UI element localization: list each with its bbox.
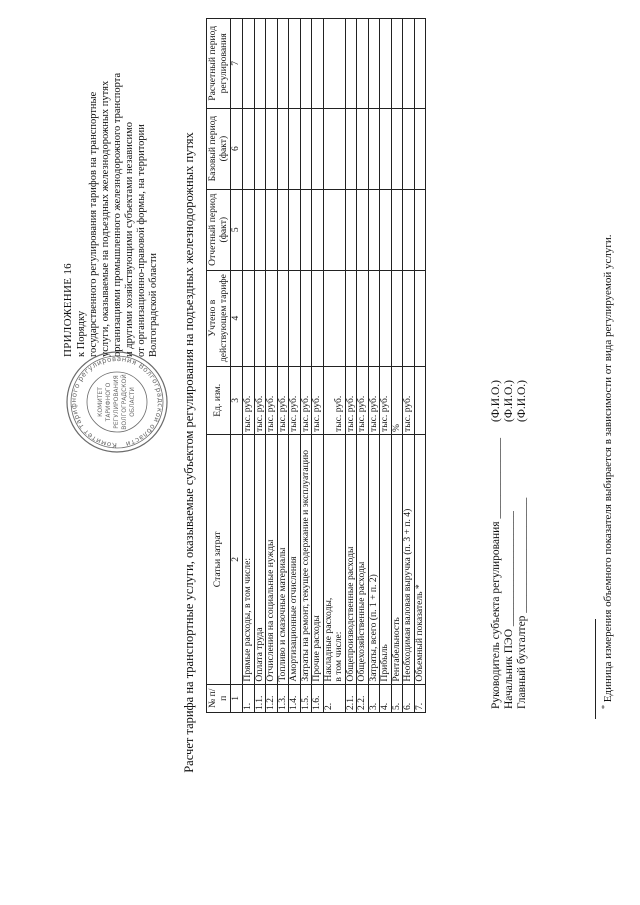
row-number: 6. [403, 684, 415, 712]
empty-value-cell [357, 270, 369, 366]
appendix-header-line: организациями промышленного железнодорожного транспорта [112, 72, 123, 357]
column-header: № п/п [207, 684, 231, 712]
appendix-header-line: к Порядку [76, 310, 87, 357]
unit-of-measure: тыс. руб. [368, 366, 380, 434]
row-number: 2. [323, 684, 345, 712]
appendix-header-line: услуги, оказываемые на подъездных железнодорожных путях [100, 80, 111, 357]
empty-value-cell [357, 19, 369, 109]
unit-of-measure: тыс. руб. [277, 366, 289, 434]
empty-value-cell [414, 270, 426, 366]
cost-article [289, 435, 301, 685]
empty-value-cell [414, 108, 426, 189]
empty-value-cell [391, 19, 403, 109]
row-number: 4. [380, 684, 392, 712]
table-row [323, 19, 345, 713]
table-row [380, 19, 392, 713]
row-number: 1.2. [266, 684, 278, 712]
cost-article-subtext: в том числе: [333, 631, 344, 682]
empty-value-cell [368, 189, 380, 270]
row-number: 1.4. [289, 684, 301, 712]
cost-article [254, 435, 266, 685]
empty-value-cell [403, 189, 415, 270]
unit-of-measure: тыс. руб. [323, 366, 345, 434]
empty-value-cell [266, 19, 278, 109]
empty-value-cell [300, 270, 312, 366]
empty-value-cell [266, 108, 278, 189]
cost-article [277, 435, 289, 685]
empty-value-cell [380, 270, 392, 366]
appendix-header-line: от организационно-правовой формы, на территории [136, 124, 147, 357]
empty-value-cell [403, 270, 415, 366]
empty-value-cell [323, 19, 345, 109]
signature-label: Главный бухгалтер ____________________ [516, 497, 528, 709]
cost-article-text: Прочие расходы [311, 615, 322, 682]
signature-label: Руководитель субъекта регулирования ______________ [490, 438, 502, 709]
empty-value-cell [345, 108, 357, 189]
cost-article-text: Оплата труда [253, 627, 265, 682]
seal-inner-text: ТАРИФНОГО [105, 382, 112, 422]
row-number: 1.5. [300, 684, 312, 712]
cost-article [357, 435, 369, 685]
cost-article-text: Амортизационные отчисления [288, 556, 299, 682]
empty-value-cell [380, 189, 392, 270]
empty-value-cell [289, 19, 301, 109]
empty-value-cell [243, 189, 255, 270]
empty-value-cell [357, 189, 369, 270]
cost-article [414, 435, 426, 685]
column-header: Ед. изм. [207, 366, 231, 434]
column-header: Отчетный период (факт) [207, 189, 231, 270]
unit-of-measure: тыс. руб. [254, 366, 266, 434]
empty-value-cell [391, 270, 403, 366]
row-number: 1.3. [277, 684, 289, 712]
empty-value-cell [380, 19, 392, 109]
seal-ring-text: Комитет тарифного регулирования Волгоградской области [69, 354, 165, 450]
empty-value-cell [300, 189, 312, 270]
cost-article-text: Общехозяйственные расходы [356, 561, 367, 682]
empty-value-cell [277, 19, 289, 109]
empty-value-cell [254, 189, 266, 270]
empty-value-cell [289, 108, 301, 189]
cost-article [300, 435, 312, 685]
empty-value-cell [243, 19, 255, 109]
table-row [300, 19, 312, 713]
row-number: 1.1. [254, 684, 266, 712]
footnote-divider [595, 619, 596, 719]
unit-of-measure: тыс. руб. [403, 366, 415, 434]
cost-article [312, 435, 324, 685]
table-row [243, 19, 255, 713]
unit-of-measure: тыс. руб. [243, 366, 255, 434]
cost-article [403, 435, 415, 685]
row-number: 2.1. [345, 684, 357, 712]
empty-value-cell [277, 189, 289, 270]
empty-value-cell [414, 189, 426, 270]
empty-value-cell [254, 270, 266, 366]
table-row [368, 19, 380, 713]
signature-fio: (Ф.И.О.) [516, 380, 528, 422]
cost-article-text: Рентабельность [390, 617, 402, 682]
cost-article [243, 435, 255, 685]
column-number: 5 [231, 189, 243, 270]
empty-value-cell [254, 19, 266, 109]
appendix-number: ПРИЛОЖЕНИЕ 16 [62, 263, 74, 357]
empty-value-cell [380, 108, 392, 189]
signature-fio: (Ф.И.О.) [503, 380, 515, 422]
empty-value-cell [345, 270, 357, 366]
empty-value-cell [254, 108, 266, 189]
cost-article-text: Прибыль [379, 644, 390, 682]
footnote-mark: * [600, 705, 609, 709]
seal-inner-text: РЕГУЛИРОВАНИЯ [113, 375, 120, 429]
empty-value-cell [266, 189, 278, 270]
row-number: 7. [414, 684, 426, 712]
footnote-text: Единица измерения объемного показателя выбирается в зависимости от вида регулируемой услуги. [602, 234, 614, 703]
empty-value-cell [289, 270, 301, 366]
empty-value-cell [357, 108, 369, 189]
column-number: 6 [231, 108, 243, 189]
empty-value-cell [300, 19, 312, 109]
empty-value-cell [323, 189, 345, 270]
table-row [266, 19, 278, 713]
empty-value-cell [345, 189, 357, 270]
table-row [277, 19, 289, 713]
empty-value-cell [368, 270, 380, 366]
cost-article [380, 435, 392, 685]
signature-label: Начальник ПЭО ____________________ [503, 511, 515, 709]
empty-value-cell [266, 270, 278, 366]
empty-value-cell [368, 19, 380, 109]
unit-of-measure: тыс. руб. [266, 366, 278, 434]
cost-article-text: Отчисления на социальные нужды [265, 539, 276, 682]
empty-value-cell [391, 189, 403, 270]
table-row [414, 19, 426, 713]
empty-value-cell [403, 19, 415, 109]
column-number: 7 [231, 19, 243, 109]
empty-value-cell [323, 108, 345, 189]
row-number: 2.2. [357, 684, 369, 712]
appendix-header-line: и другими хозяйствующими субъектами независимо [124, 122, 135, 357]
cost-article [368, 435, 380, 685]
cost-article-text: Затраты, всего (п. 1 + п. 2) [367, 574, 379, 682]
empty-value-cell [414, 19, 426, 109]
unit-of-measure: тыс. руб. [357, 366, 369, 434]
cost-article-text: Накладные расходы, [322, 597, 334, 682]
table-row [357, 19, 369, 713]
empty-value-cell [312, 108, 324, 189]
empty-value-cell [403, 108, 415, 189]
column-header: Базовый период (факт) [207, 108, 231, 189]
table-row [289, 19, 301, 713]
row-number: 5. [391, 684, 403, 712]
empty-value-cell [243, 108, 255, 189]
unit-of-measure: % [391, 366, 403, 434]
empty-value-cell [300, 108, 312, 189]
unit-of-measure: тыс. руб. [312, 366, 324, 434]
unit-of-measure: тыс. руб. [345, 366, 357, 434]
unit-of-measure: тыс. руб. [380, 366, 392, 434]
appendix-header-line: государственного регулирования тарифов на транспортные [88, 91, 99, 357]
table-row [312, 19, 324, 713]
cost-article-text: Топливо и смазочные материалы [276, 547, 288, 682]
empty-value-cell [312, 189, 324, 270]
cost-article [323, 435, 345, 685]
empty-value-cell [289, 189, 301, 270]
signature-fio: (Ф.И.О.) [490, 380, 502, 422]
column-header: Расчетный период регулирования [207, 19, 231, 109]
appendix-header-line: Волгоградской области [148, 252, 159, 357]
table-row [345, 19, 357, 713]
row-number: 3. [368, 684, 380, 712]
seal-inner-text: ВОЛГОГРАДСКОЙ [121, 374, 128, 430]
seal-inner-text: КОМИТЕТ [97, 387, 104, 417]
cost-article-text: Прямые расходы, в том числе: [242, 557, 253, 682]
column-number: 4 [231, 270, 243, 366]
footnote [600, 234, 614, 709]
column-number: 3 [231, 366, 243, 434]
cost-article [266, 435, 278, 685]
tariff-calculation-table [206, 18, 426, 713]
empty-value-cell [277, 270, 289, 366]
column-header: Статьи затрат [207, 435, 231, 685]
cost-article-text: Общепроизводственные расходы [344, 546, 356, 682]
empty-value-cell [368, 108, 380, 189]
column-number: 2 [231, 435, 243, 685]
appendix-header [62, 17, 160, 357]
empty-value-cell [312, 19, 324, 109]
empty-value-cell [277, 108, 289, 189]
cost-article [345, 435, 357, 685]
empty-value-cell [312, 270, 324, 366]
empty-value-cell [323, 270, 345, 366]
column-header: Учтено в действующем тарифе [207, 270, 231, 366]
table-row [403, 19, 415, 713]
seal-inner-text: ОБЛАСТИ [129, 387, 136, 417]
cost-article-text: Объемный показатель * [413, 584, 425, 682]
empty-value-cell [391, 108, 403, 189]
official-seal [64, 349, 170, 455]
unit-of-measure [414, 366, 426, 434]
empty-value-cell [345, 19, 357, 109]
cost-article [391, 435, 403, 685]
unit-of-measure: тыс. руб. [300, 366, 312, 434]
row-number: 1.6. [312, 684, 324, 712]
row-number: 1. [243, 684, 255, 712]
table-row [254, 19, 266, 713]
empty-value-cell [243, 270, 255, 366]
table-row [391, 19, 403, 713]
cost-article-text: Необходимая валовая выручка (п. 3 + п. 4) [402, 508, 413, 682]
unit-of-measure: тыс. руб. [289, 366, 301, 434]
cost-article-text: Затраты на ремонт, текущее содержание и эксплуатацию [299, 449, 311, 682]
column-number: 1 [231, 684, 243, 712]
document-title: Расчет тарифа на транспортные услуги, оказываемые субъектом регулирования на подъездных железнодорожных путях [182, 132, 196, 773]
